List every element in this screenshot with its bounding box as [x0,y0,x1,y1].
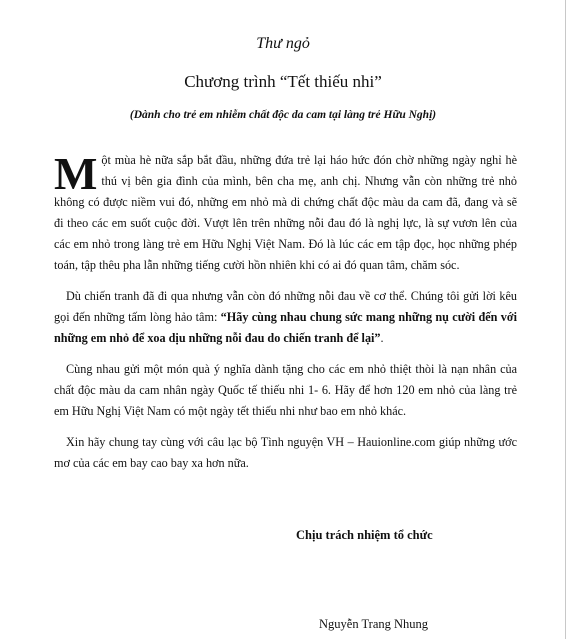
drop-cap: M [54,148,98,199]
letter-body [54,150,517,484]
paragraph-1-text: ột mùa hè nữa sắp bắt đầu, những đứa trẻ lại háo hức đón chờ những ngày nghỉ hè thú vị bên gia đình của mình, bên cha mẹ, anh chị. Nhưng vẫn còn những trẻ nhỏ không có được niềm vui đó, những em nhỏ mà di chứng chất độc màu da cam đã, đang và sẽ đi theo các em suốt cuộc đời. Vượt lên trên những nỗi đau đó là nghị lực, là sự vươn lên của các em nhỏ trong làng trẻ em Hữu Nghị Việt Nam. Đó là lúc các em tập đọc, học những phép toán, tập thêu pha lẫn những tiếng cười hồn nhiên khi có ai đó quan tâm, chăm sóc. [54,153,517,272]
signature-name: Nguyễn Trang Nhung [319,617,429,631]
paragraph-4: Xin hãy chung tay cùng với câu lạc bộ Tình nguyện VH – Hauionline.com giúp những ước mơ của các em bay cao bay xa hơn nữa. [54,435,517,470]
paragraph-2-end: . [380,331,384,345]
signature-title: Chịu trách nhiệm tổ chức [296,528,433,542]
paragraph-2 [54,286,517,349]
program-subtitle: (Dành cho trẻ em nhiễm chất độc da cam tại làng trẻ Hữu Nghị) [129,109,437,121]
paragraph-3: Cùng nhau gửi một món quà ý nghĩa dành tặng cho các em nhỏ thiệt thòi là nạn nhân của chất độc màu da cam nhân ngày Quốc tế thiếu nhi 1- 6. Hãy để hơn 120 em nhỏ của làng trẻ em Hữu Nghị Việt Nam có một ngày tết thiếu nhi như bao em nhỏ khác. [54,362,517,418]
program-title: Chương trình “Tết thiếu nhi” [184,72,382,91]
paragraph-1 [54,150,517,276]
letter-heading: Thư ngỏ [256,35,310,52]
appeal-quote: “Hãy cùng nhau chung sức mang những nụ cười đến với những em nhỏ để xoa dịu những nỗi đau do chiến tranh để lại” [54,310,517,345]
paragraph-2-text: Dù chiến tranh đã đi qua nhưng vẫn còn đó những nỗi đau về cơ thể. Chúng tôi gửi lời kêu gọi đến những tấm lòng hảo tâm: [54,289,517,324]
